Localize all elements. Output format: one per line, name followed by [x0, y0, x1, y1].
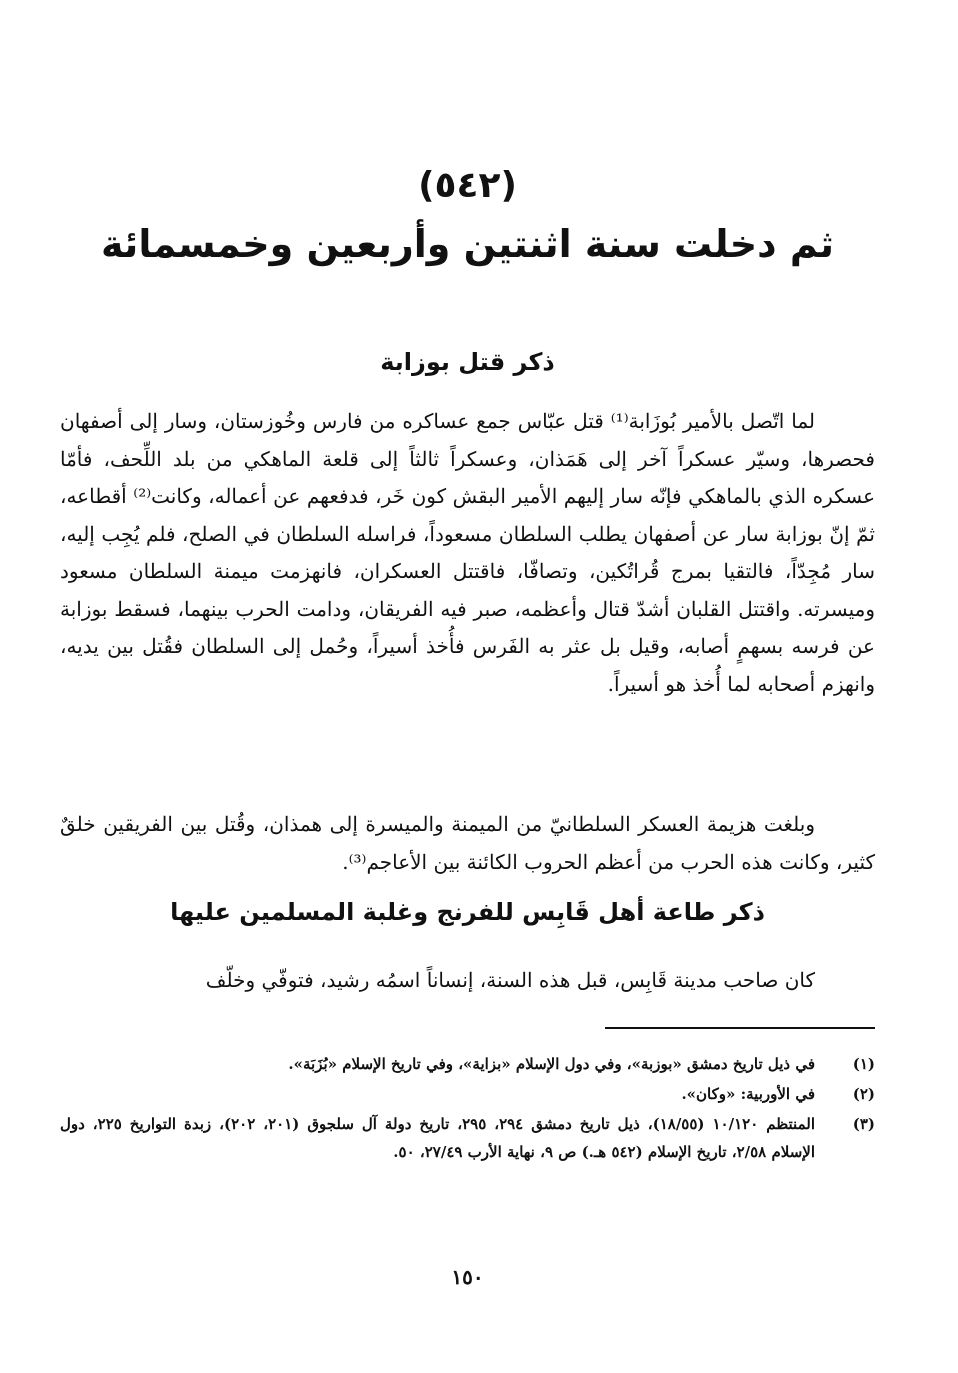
- section2-paragraph1: كان صاحب مدينة قَابِس، قبل هذه السنة، إنساناً اسمُه رشيد، فتوفّي وخلّف: [205, 968, 815, 992]
- footnote-text: في الأوربية: «وكان».: [681, 1085, 815, 1103]
- footnote-divider: [605, 1027, 875, 1029]
- footnote-item: [60, 1080, 875, 1108]
- book-page: [60, 0, 875, 1373]
- footnote-text: في ذيل تاريخ دمشق «بوزبة»، وفي دول الإسلام «بزاية»، وفي تاريخ الإسلام «بُزَبَة».: [288, 1055, 815, 1073]
- footnote-number: (١): [852, 1055, 875, 1073]
- footnote-item: [60, 1050, 875, 1078]
- section1-paragraph1: لما اتّصل بالأمير بُوزَابة⁽¹⁾ قتل عبّاس جمع عساكره من فارس وخُوزستان، وسار إلى أصفهان فحصرها، وسيّر عسكراً آخر إلى هَمَذان، وعسكراً ثالثاً إلى قلعة الماهكي من بلد اللِّحف، فأمّا عسكره الذي بالماهكي فإنّه سار إليهم الأمير البقش كون خَر، فدفعهم عن أعماله، وكانت⁽²⁾ أقطاعه، ثمّ إنّ بوزابة سار عن أصفهان يطلب السلطان مسعوداً، فراسله السلطان في الصلح، فلم يُجِب إليه، سار مُجِدّاً، فالتقيا بمرج قُراتُكين، وتصافّا، فاقتتل العسكران، فانهزمت ميمنة السلطان مسعود وميسرته. واقتتل القلبان أشدّ قتال وأعظمه، صبر فيه الفريقان، ودامت الحرب بينهما، فسقط بوزابة عن فرسه بسهمٍ أصابه، وقيل بل عثر به الفَرس فأُخذ أسيراً، وحُمل إلى السلطان فقُتل بين يديه، وانهزم أصحابه لما أُخذ هو أسيراً.: [60, 409, 875, 696]
- section-title-qabis: ذكر طاعة أهل قَابِس للفرنج وغلبة المسلمين عليها: [170, 898, 765, 926]
- page-number: ١٥٠: [451, 1265, 484, 1289]
- footnotes: [60, 1050, 875, 1168]
- footnote-item: [60, 1110, 875, 1166]
- year-number: (٥٤٢): [418, 165, 517, 206]
- footnote-number: (٣): [852, 1115, 875, 1133]
- chapter-title: ثم دخلت سنة اثنتين وأربعين وخمسمائة: [101, 222, 834, 266]
- section-title-bozaba: ذكر قتل بوزابة: [380, 348, 555, 376]
- footnote-number: (٢): [852, 1085, 875, 1103]
- section1-paragraph2: وبلغت هزيمة العسكر السلطانيّ من الميمنة والميسرة إلى همذان، وقُتل بين الفريقين خلقٌ كثير، وكانت هذه الحرب من أعظم الحروب الكائنة بين الأعاجم⁽³⁾.: [60, 812, 875, 874]
- footnote-text: المنتظم ١٠/١٢٠ (١٨/٥٥)، ذيل تاريخ دمشق ٢٩٤، ٢٩٥، تاريخ دولة آل سلجوق (٢٠١، ٢٠٢)، زبدة التواريخ ٢٢٥، دول الإسلام ٢/٥٨، تاريخ الإسلام (٥٤٢ هـ.) ص ٩، نهاية الأرب ٢٧/٤٩، ٥٠.: [60, 1115, 815, 1161]
